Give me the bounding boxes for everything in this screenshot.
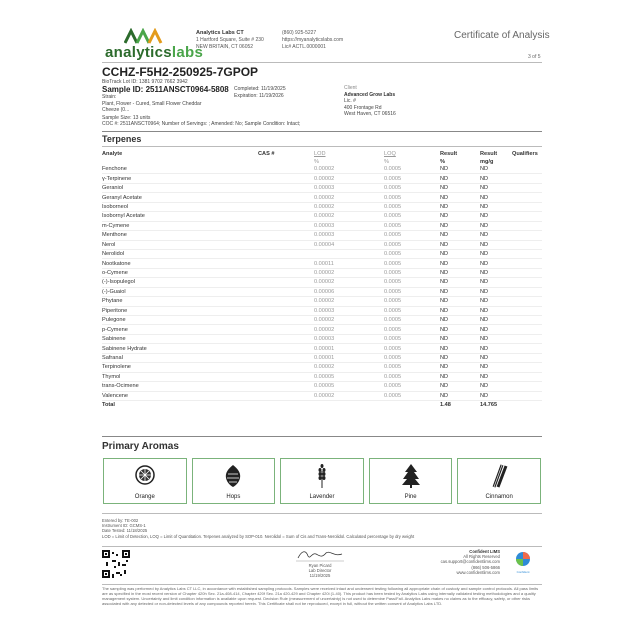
qualifier-cell bbox=[512, 165, 542, 174]
signature-image bbox=[296, 548, 344, 562]
analyte-cell: (-)-Guaiol bbox=[102, 287, 258, 296]
terpenes-title-rule bbox=[102, 146, 542, 147]
lab-address-1: 1 Hartford Square, Suite # 230 bbox=[196, 37, 264, 43]
result-pct-cell: ND bbox=[440, 249, 480, 258]
signer-title: Lab Director bbox=[308, 568, 332, 574]
table-row bbox=[102, 372, 542, 381]
result-mgg-cell: ND bbox=[480, 297, 512, 306]
lod-cell: 0.00002 bbox=[314, 165, 384, 174]
footer-divider bbox=[102, 513, 542, 514]
qualifier-cell bbox=[512, 297, 542, 306]
client-name: Advanced Grow Labs bbox=[344, 91, 396, 98]
sample-code: CCHZ-F5H2-250925-7GPOP bbox=[102, 65, 259, 79]
result-mgg-cell: ND bbox=[480, 306, 512, 315]
result-mgg-cell: ND bbox=[480, 249, 512, 258]
lod-cell: 0.00002 bbox=[314, 363, 384, 372]
cas-cell bbox=[258, 297, 314, 306]
expiration-date: Expiration: 11/19/2026 bbox=[234, 93, 284, 99]
strain-description-2: Cheeze (0... bbox=[102, 107, 130, 114]
lims-web[interactable]: www.confidentlims.com bbox=[456, 569, 500, 575]
result-pct-cell: ND bbox=[440, 372, 480, 381]
cas-cell bbox=[258, 212, 314, 221]
analyte-cell: p-Cymene bbox=[102, 325, 258, 334]
result-pct-cell: ND bbox=[440, 183, 480, 192]
result-pct-cell: ND bbox=[440, 353, 480, 362]
cas-cell bbox=[258, 287, 314, 296]
cas-cell bbox=[258, 344, 314, 353]
aroma-card-hops bbox=[192, 458, 276, 504]
analyte-cell: Pulegone bbox=[102, 316, 258, 325]
analyte-cell: Fenchone bbox=[102, 165, 258, 174]
unit-qualifiers bbox=[512, 158, 542, 165]
instrument-id: Instrument ID: GCMS-1 bbox=[102, 523, 146, 529]
completed-date: Completed: 11/19/2025 bbox=[234, 86, 286, 92]
lod-cell: 0.00002 bbox=[314, 297, 384, 306]
analyte-cell: Nootkatone bbox=[102, 259, 258, 268]
cas-cell bbox=[258, 193, 314, 202]
loq-cell: 0.0005 bbox=[384, 363, 440, 372]
loq-cell: 0.0005 bbox=[384, 325, 440, 334]
analyte-cell: (-)-Isopulegol bbox=[102, 278, 258, 287]
analyte-cell: Isoborneol bbox=[102, 202, 258, 211]
analyte-cell: Nerol bbox=[102, 240, 258, 249]
col-loq: LOQ bbox=[384, 151, 396, 157]
qualifier-cell bbox=[512, 278, 542, 287]
result-mgg-cell: ND bbox=[480, 183, 512, 192]
loq-cell: 0.0005 bbox=[384, 212, 440, 221]
result-pct-cell: ND bbox=[440, 278, 480, 287]
total-lod bbox=[314, 400, 384, 409]
loq-cell: 0.0005 bbox=[384, 268, 440, 277]
qualifier-cell bbox=[512, 202, 542, 211]
result-pct-cell: ND bbox=[440, 325, 480, 334]
result-mgg-cell: ND bbox=[480, 174, 512, 183]
date-tested: Date Tested: 11/18/2025 bbox=[102, 528, 148, 534]
analyte-cell: Thymol bbox=[102, 372, 258, 381]
client-address-1: 400 Frontage Rd bbox=[344, 104, 382, 111]
lod-note: LOD = Limit of Detection, LOQ = Limit of Quantitation. Terpenes analyzed by SOP-010. Nerolidol = Sum of Cis and Trans-Nerolidol. Calculated percentage by dry weight bbox=[102, 533, 415, 539]
loq-cell: 0.0005 bbox=[384, 165, 440, 174]
result-mgg-cell: ND bbox=[480, 372, 512, 381]
qualifier-cell bbox=[512, 334, 542, 343]
qualifier-cell bbox=[512, 391, 542, 400]
aroma-label: Lavender bbox=[309, 494, 335, 500]
loq-cell: 0.0005 bbox=[384, 382, 440, 391]
result-pct-cell: ND bbox=[440, 344, 480, 353]
analyte-cell: o-Cymene bbox=[102, 268, 258, 277]
table-row bbox=[102, 353, 542, 362]
lod-cell bbox=[314, 249, 384, 258]
cas-cell bbox=[258, 202, 314, 211]
lod-cell: 0.00002 bbox=[314, 278, 384, 287]
loq-cell: 0.0005 bbox=[384, 202, 440, 211]
qualifier-cell bbox=[512, 353, 542, 362]
client-block bbox=[344, 85, 396, 118]
lod-cell: 0.00002 bbox=[314, 193, 384, 202]
lod-cell: 0.00002 bbox=[314, 391, 384, 400]
loq-cell: 0.0005 bbox=[384, 372, 440, 381]
page-number: 3 of 5 bbox=[528, 54, 541, 60]
result-mgg-cell: ND bbox=[480, 391, 512, 400]
cinnamon-icon bbox=[488, 463, 510, 489]
aroma-label: Cinnamon bbox=[485, 494, 513, 500]
lims-email[interactable]: cas.support@confidentlims.com bbox=[440, 559, 500, 565]
signer-name: Ryan Picard bbox=[308, 563, 332, 568]
result-mgg-cell: ND bbox=[480, 221, 512, 230]
cas-cell bbox=[258, 325, 314, 334]
table-row bbox=[102, 231, 542, 240]
lavender-icon bbox=[311, 463, 333, 489]
lims-phone: (866) 506-5866 bbox=[471, 564, 500, 570]
cas-cell bbox=[258, 306, 314, 315]
qualifier-cell bbox=[512, 193, 542, 202]
result-mgg-cell: ND bbox=[480, 268, 512, 277]
qualifier-cell bbox=[512, 268, 542, 277]
loq-cell: 0.0005 bbox=[384, 391, 440, 400]
result-mgg-cell: ND bbox=[480, 353, 512, 362]
analyte-cell: trans-Ocimene bbox=[102, 382, 258, 391]
table-row bbox=[102, 363, 542, 372]
result-pct-cell: ND bbox=[440, 231, 480, 240]
cas-cell bbox=[258, 183, 314, 192]
qualifier-cell bbox=[512, 240, 542, 249]
loq-cell: 0.0005 bbox=[384, 193, 440, 202]
test-meta-block bbox=[102, 518, 542, 539]
result-pct-cell: ND bbox=[440, 306, 480, 315]
result-mgg-cell: ND bbox=[480, 316, 512, 325]
analyte-cell: Safranal bbox=[102, 353, 258, 362]
table-row bbox=[102, 174, 542, 183]
table-row bbox=[102, 391, 542, 400]
table-row bbox=[102, 165, 542, 174]
unit-lod: % bbox=[314, 158, 319, 165]
analyte-cell: Menthone bbox=[102, 231, 258, 240]
loq-cell: 0.0005 bbox=[384, 221, 440, 230]
total-label: Total bbox=[102, 400, 258, 409]
result-mgg-cell: ND bbox=[480, 325, 512, 334]
qr-code-icon[interactable] bbox=[102, 550, 130, 578]
result-pct-cell: ND bbox=[440, 212, 480, 221]
loq-cell: 0.0005 bbox=[384, 353, 440, 362]
result-mgg-cell: ND bbox=[480, 202, 512, 211]
analyte-cell: Terpinolene bbox=[102, 363, 258, 372]
table-row bbox=[102, 344, 542, 353]
cas-cell bbox=[258, 334, 314, 343]
qualifier-cell bbox=[512, 231, 542, 240]
lims-rights: All Rights Reserved bbox=[463, 554, 500, 560]
lod-cell: 0.00005 bbox=[314, 372, 384, 381]
result-pct-cell: ND bbox=[440, 240, 480, 249]
qualifier-cell bbox=[512, 325, 542, 334]
cas-cell bbox=[258, 372, 314, 381]
lod-cell: 0.00001 bbox=[314, 353, 384, 362]
cas-cell bbox=[258, 268, 314, 277]
result-mgg-cell: ND bbox=[480, 344, 512, 353]
lod-cell: 0.00003 bbox=[314, 334, 384, 343]
lims-block bbox=[440, 549, 500, 575]
analytics-labs-logo-icon bbox=[124, 28, 164, 44]
loq-cell: 0.0005 bbox=[384, 259, 440, 268]
lab-name: Analytics Labs CT bbox=[196, 30, 244, 36]
header-divider bbox=[102, 62, 542, 63]
table-row bbox=[102, 297, 542, 306]
confident-lims-logo-icon bbox=[508, 550, 538, 576]
lod-cell: 0.00003 bbox=[314, 221, 384, 230]
client-license: Lic. # bbox=[344, 98, 356, 105]
aromas-divider bbox=[102, 436, 542, 437]
cas-cell bbox=[258, 353, 314, 362]
result-pct-cell: ND bbox=[440, 202, 480, 211]
qualifier-cell bbox=[512, 382, 542, 391]
cas-cell bbox=[258, 240, 314, 249]
qualifier-cell bbox=[512, 212, 542, 221]
unit-cas bbox=[258, 158, 314, 165]
cas-cell bbox=[258, 382, 314, 391]
table-row bbox=[102, 268, 542, 277]
table-row bbox=[102, 334, 542, 343]
result-pct-cell: ND bbox=[440, 287, 480, 296]
lod-cell: 0.00005 bbox=[314, 382, 384, 391]
total-qualifier bbox=[512, 400, 542, 409]
analyte-cell: Geraniol bbox=[102, 183, 258, 192]
cas-cell bbox=[258, 278, 314, 287]
result-mgg-cell: ND bbox=[480, 259, 512, 268]
strain-block bbox=[102, 94, 201, 114]
result-mgg-cell: ND bbox=[480, 363, 512, 372]
qualifier-cell bbox=[512, 372, 542, 381]
analyte-cell: Piperitone bbox=[102, 306, 258, 315]
loq-cell: 0.0005 bbox=[384, 287, 440, 296]
loq-cell: 0.0005 bbox=[384, 334, 440, 343]
table-row bbox=[102, 183, 542, 192]
col-result-pct: Result bbox=[440, 151, 458, 157]
aroma-card-cinnamon bbox=[457, 458, 541, 504]
table-row bbox=[102, 316, 542, 325]
table-row bbox=[102, 221, 542, 230]
sample-id: Sample ID: 2511ANSCT0964-5808 bbox=[102, 85, 229, 94]
analyte-cell: Sabinene bbox=[102, 334, 258, 343]
result-mgg-cell: ND bbox=[480, 212, 512, 221]
signer-date: 11/19/2025 bbox=[309, 573, 331, 579]
result-pct-cell: ND bbox=[440, 165, 480, 174]
analyte-cell: Geranyl Acetate bbox=[102, 193, 258, 202]
col-lod: LOD bbox=[314, 151, 326, 157]
aroma-label: Orange bbox=[134, 494, 155, 500]
aromas-row bbox=[103, 458, 541, 504]
table-row bbox=[102, 202, 542, 211]
qualifier-cell bbox=[512, 316, 542, 325]
lod-cell: 0.00001 bbox=[314, 344, 384, 353]
orange-icon bbox=[134, 463, 156, 489]
lod-cell: 0.00002 bbox=[314, 174, 384, 183]
lims-name: Confident LIMS bbox=[469, 549, 500, 554]
footer-rule bbox=[102, 546, 542, 547]
result-pct-cell: ND bbox=[440, 268, 480, 277]
cas-cell bbox=[258, 165, 314, 174]
total-row bbox=[102, 400, 542, 409]
unit-loq: % bbox=[384, 158, 389, 165]
lod-cell: 0.00003 bbox=[314, 231, 384, 240]
lod-cell: 0.00003 bbox=[314, 306, 384, 315]
cas-cell bbox=[258, 231, 314, 240]
document-title: Certificate of Analysis bbox=[454, 30, 550, 41]
aroma-card-pine bbox=[369, 458, 453, 504]
cas-cell bbox=[258, 174, 314, 183]
col-qualifiers: Qualifiers bbox=[512, 151, 538, 157]
analyte-cell: Sabinene Hydrate bbox=[102, 344, 258, 353]
loq-cell: 0.0005 bbox=[384, 240, 440, 249]
loq-cell: 0.0005 bbox=[384, 231, 440, 240]
cas-cell bbox=[258, 221, 314, 230]
unit-analyte bbox=[102, 158, 258, 165]
qualifier-cell bbox=[512, 174, 542, 183]
lod-cell: 0.00004 bbox=[314, 240, 384, 249]
cas-cell bbox=[258, 316, 314, 325]
loq-cell: 0.0005 bbox=[384, 174, 440, 183]
qualifier-cell bbox=[512, 363, 542, 372]
pine-icon bbox=[400, 463, 422, 489]
terpenes-table bbox=[102, 150, 542, 409]
qualifier-cell bbox=[512, 259, 542, 268]
lod-cell: 0.00002 bbox=[314, 268, 384, 277]
qualifier-cell bbox=[512, 344, 542, 353]
result-mgg-cell: ND bbox=[480, 165, 512, 174]
col-result-mgg: Result bbox=[480, 151, 498, 157]
result-pct-cell: ND bbox=[440, 382, 480, 391]
aromas-title: Primary Aromas bbox=[102, 441, 179, 452]
result-pct-cell: ND bbox=[440, 193, 480, 202]
lab-address-block bbox=[196, 30, 264, 51]
table-row bbox=[102, 382, 542, 391]
strain-description: Plant, Flower - Cured, Small Flower Cheddar bbox=[102, 100, 202, 107]
strain-label: Strain: bbox=[102, 94, 117, 100]
result-mgg-cell: ND bbox=[480, 334, 512, 343]
qualifier-cell bbox=[512, 183, 542, 192]
disclaimer-rule bbox=[102, 584, 542, 585]
result-mgg-cell: ND bbox=[480, 193, 512, 202]
table-row bbox=[102, 193, 542, 202]
lod-cell: 0.00003 bbox=[314, 183, 384, 192]
result-pct-cell: ND bbox=[440, 316, 480, 325]
result-pct-cell: ND bbox=[440, 174, 480, 183]
qualifier-cell bbox=[512, 221, 542, 230]
total-result-pct: 1.48 bbox=[440, 400, 480, 409]
lod-cell: 0.00011 bbox=[314, 259, 384, 268]
cas-cell bbox=[258, 391, 314, 400]
result-pct-cell: ND bbox=[440, 259, 480, 268]
loq-cell: 0.0005 bbox=[384, 249, 440, 258]
total-result-mgg: 14.765 bbox=[480, 400, 512, 409]
biotrack-id: BioTrack Lot ID: 1381 9702 7662 3942 bbox=[102, 79, 188, 85]
analyte-cell: Isobornyl Acetate bbox=[102, 212, 258, 221]
loq-cell: 0.0005 bbox=[384, 297, 440, 306]
hops-icon bbox=[222, 463, 244, 489]
units-row bbox=[102, 158, 542, 165]
result-pct-cell: ND bbox=[440, 363, 480, 372]
result-mgg-cell: ND bbox=[480, 382, 512, 391]
client-label: Client bbox=[344, 85, 357, 91]
table-row bbox=[102, 212, 542, 221]
table-row bbox=[102, 249, 542, 258]
analyte-cell: Nerolidol bbox=[102, 249, 258, 258]
result-mgg-cell: ND bbox=[480, 240, 512, 249]
result-pct-cell: ND bbox=[440, 297, 480, 306]
total-cas bbox=[258, 400, 314, 409]
sample-size: Sample Size: 13 units bbox=[102, 115, 151, 121]
disclaimer-text: The sampling was performed by Analytics Labs CT LLC, in accordance with established sampling protocols. Samples were received intact and underwent testing following all appropriate chain of custody and sample control protocols. All pass limits are as specified in the most recent version of Chapter 420h Sec. 21a-408-414, Chapter 420f Sec. 21a 420-429 and Chapter 420i (1-40). This product has been tested by Analytics Labs using internally validated testing methodologies and a quality management system. Uncertainty and limit condition information is available upon request. Decision Rule (measurement of uncertainty) is not used to determine Pass/Fail. Analytics Labs makes no claims as to the efficacy, safety, or other risks associated with any detected or non-detected levels of any compounds reported herein. This Certificate shall not be reproduced, except in full, without the written consent of Analytics Labs LTD. bbox=[102, 586, 539, 606]
qualifier-cell bbox=[512, 287, 542, 296]
result-pct-cell: ND bbox=[440, 391, 480, 400]
unit-result-pct: % bbox=[440, 158, 445, 165]
lod-cell: 0.00002 bbox=[314, 202, 384, 211]
result-pct-cell: ND bbox=[440, 334, 480, 343]
table-row bbox=[102, 240, 542, 249]
result-mgg-cell: ND bbox=[480, 278, 512, 287]
cas-cell bbox=[258, 259, 314, 268]
aroma-label: Hops bbox=[226, 494, 241, 500]
lab-contact-block bbox=[282, 30, 343, 51]
lab-address-2: NEW BRITAIN, CT 06052 bbox=[196, 44, 254, 50]
col-cas: CAS # bbox=[258, 151, 275, 157]
aroma-card-lavender bbox=[280, 458, 364, 504]
lod-cell: 0.00006 bbox=[314, 287, 384, 296]
cas-cell bbox=[258, 363, 314, 372]
lod-cell: 0.00002 bbox=[314, 316, 384, 325]
svg-text:Confident: Confident bbox=[516, 570, 530, 574]
client-address-2: West Haven, CT 06516 bbox=[344, 111, 396, 118]
table-row bbox=[102, 287, 542, 296]
loq-cell: 0.0005 bbox=[384, 278, 440, 287]
qualifier-cell bbox=[512, 306, 542, 315]
terpenes-title: Terpenes bbox=[102, 134, 142, 144]
table-row bbox=[102, 278, 542, 287]
loq-cell: 0.0005 bbox=[384, 183, 440, 192]
unit-result-mgg: mg/g bbox=[480, 158, 494, 165]
result-mgg-cell: ND bbox=[480, 231, 512, 240]
lab-website[interactable]: https://myanalyticslabs.com bbox=[282, 37, 344, 43]
total-loq bbox=[384, 400, 440, 409]
entered-by: Entered by: TE-002 bbox=[102, 518, 139, 523]
coc-line: COC #: 2511ANSCT0964; Number of Servings: ; Amended: No; Sample Condition: Intact; bbox=[102, 121, 301, 127]
result-mgg-cell: ND bbox=[480, 287, 512, 296]
analyte-cell: m-Cymene bbox=[102, 221, 258, 230]
brand-wordmark: analyticslabs bbox=[105, 44, 204, 61]
cas-cell bbox=[258, 249, 314, 258]
col-analyte: Analyte bbox=[102, 151, 123, 157]
analyte-cell: γ-Terpinene bbox=[102, 174, 258, 183]
lod-cell: 0.00002 bbox=[314, 325, 384, 334]
loq-cell: 0.0005 bbox=[384, 306, 440, 315]
analyte-cell: Valencene bbox=[102, 391, 258, 400]
table-row bbox=[102, 306, 542, 315]
result-pct-cell: ND bbox=[440, 221, 480, 230]
lab-phone: (860) 925-5227 bbox=[282, 30, 317, 36]
section-divider bbox=[102, 131, 542, 132]
aroma-label: Pine bbox=[404, 494, 417, 500]
loq-cell: 0.0005 bbox=[384, 316, 440, 325]
loq-cell: 0.0005 bbox=[384, 344, 440, 353]
lab-license: Lic# ACTL.0000001 bbox=[282, 44, 326, 50]
analyte-cell: Phytane bbox=[102, 297, 258, 306]
aroma-card-orange bbox=[103, 458, 187, 504]
table-row bbox=[102, 325, 542, 334]
table-row bbox=[102, 259, 542, 268]
lod-cell: 0.00002 bbox=[314, 212, 384, 221]
qualifier-cell bbox=[512, 249, 542, 258]
signer-block bbox=[296, 563, 344, 579]
